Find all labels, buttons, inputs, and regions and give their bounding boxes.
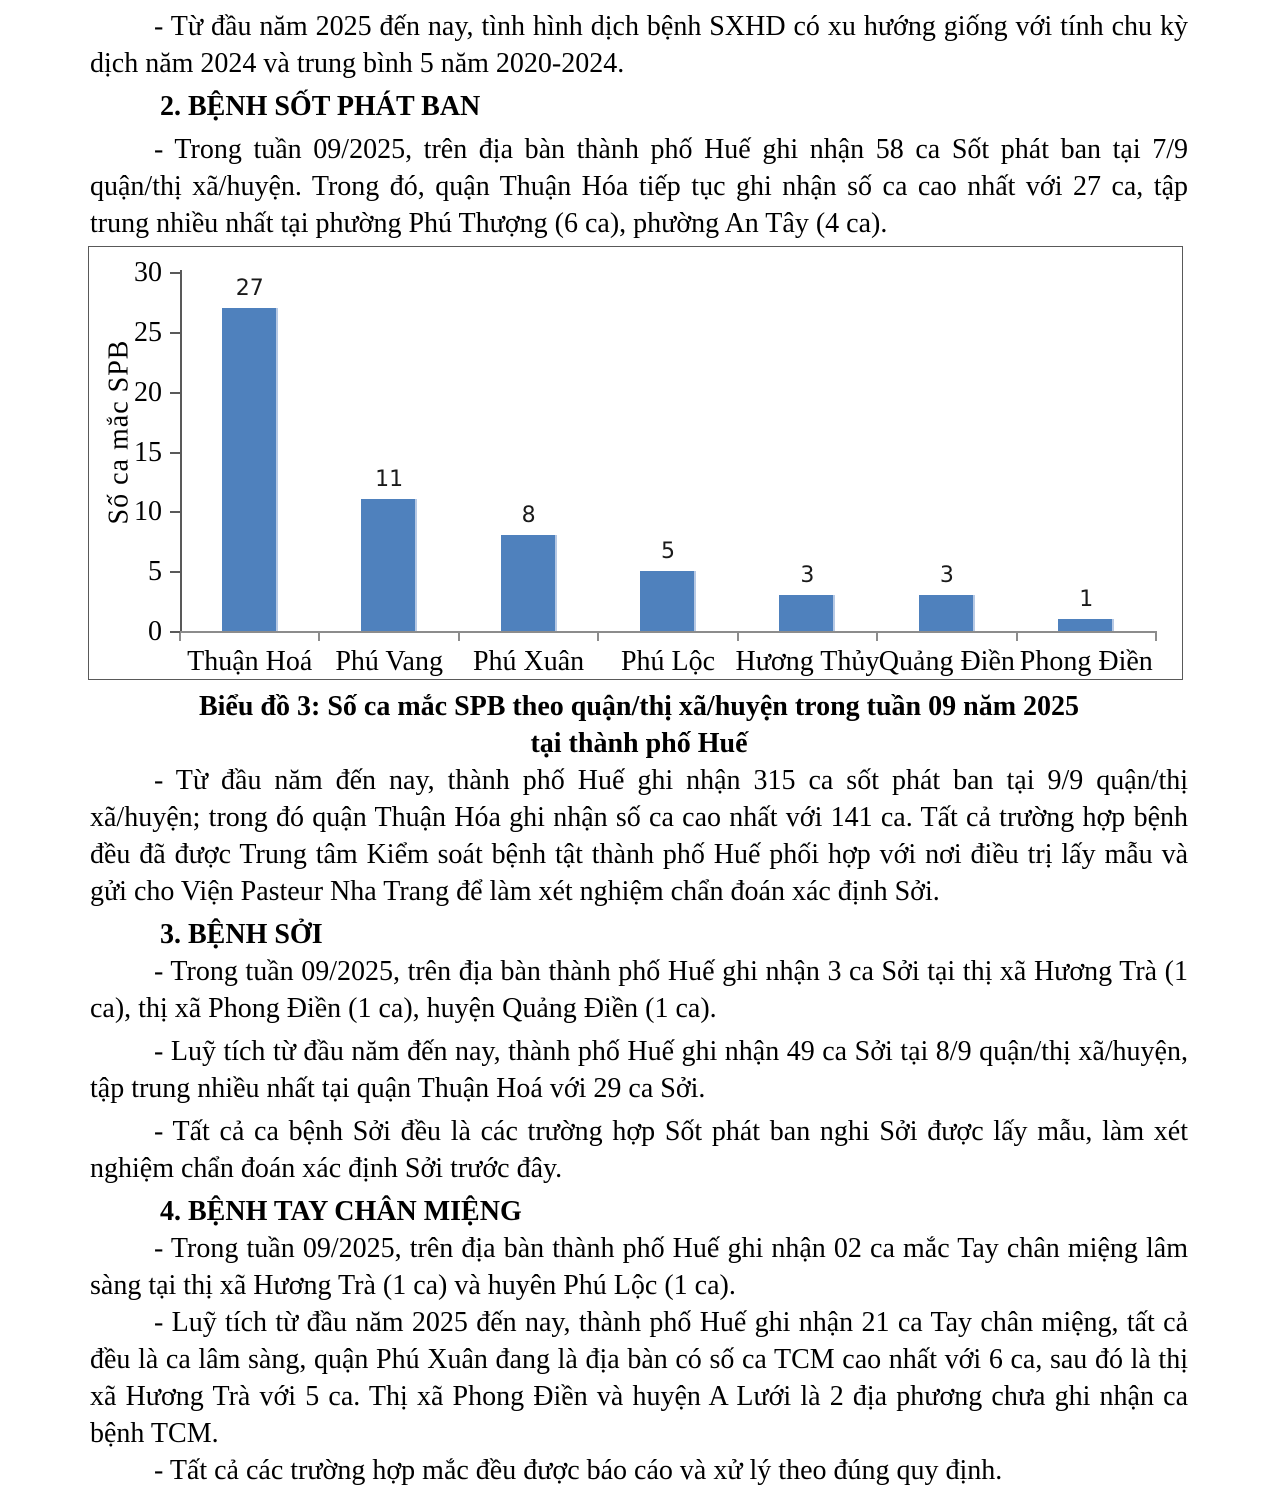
x-axis-category-label: Quảng Điền [878, 646, 1015, 677]
bar-3 [501, 535, 557, 631]
y-axis-title: Số ca mắc SPB [103, 339, 135, 525]
y-axis-tick-label: 10 [134, 496, 162, 528]
x-axis-tick [876, 633, 878, 641]
bar-value-label: 5 [661, 539, 675, 565]
y-axis-tick-label: 5 [148, 556, 162, 588]
x-axis-category-label: Thuận Hoá [187, 646, 313, 677]
bar-value-label: 1 [1079, 587, 1094, 613]
y-axis-tick-label: 25 [134, 316, 162, 348]
bar-1 [222, 308, 278, 631]
bar-5 [779, 595, 835, 631]
y-axis-line [180, 270, 182, 633]
y-axis-tick [170, 332, 180, 334]
y-axis-tick-label: 15 [134, 436, 162, 468]
section4-heading: 4. BỆNH TAY CHÂN MIỆNG [160, 1196, 522, 1227]
bar-value-label: 8 [521, 503, 536, 529]
x-axis-category-label: Phong Điền [1019, 646, 1153, 677]
x-axis-category-label: Phú Lộc [620, 646, 716, 677]
x-axis-tick [318, 633, 320, 641]
section3-paragraph-cumulative: - Luỹ tích từ đầu năm đến nay, thành phố Huế ghi nhận 49 ca Sởi tại 8/9 quận/thị xã/huyện, tập trung nhiều nhất tại quận Thuận Hoá với 29 ca Sởi. [90, 1036, 1188, 1104]
paragraph-sxhd-trend: - Từ đầu năm 2025 đến nay, tình hình dịch bệnh SXHD có xu hướng giống với tính chu kỳ dịch năm 2024 và trung bình 5 năm 2020-2024. [90, 11, 1188, 79]
y-axis-tick [170, 571, 180, 573]
bar-value-label: 11 [375, 467, 404, 493]
chart-caption [90, 688, 1188, 762]
x-axis-line [179, 631, 1157, 633]
y-axis-tick-label: 20 [134, 376, 162, 408]
y-axis-tick-label: 30 [134, 257, 162, 288]
y-axis-tick-label: 0 [148, 616, 162, 647]
section4-paragraph-cumulative: - Luỹ tích từ đầu năm 2025 đến nay, thành phố Huế ghi nhận 21 ca Tay chân miệng, tất cả đều là ca lâm sàng, quận Phú Xuân đang là địa bàn có số ca TCM cao nhất với 6 ca, sau đó là thị xã Hương Trà với 5 ca. Thị xã Phong Điền và huyện A Lưới là 2 địa phương chưa ghi nhận ca bệnh TCM. [90, 1307, 1188, 1449]
section2-paragraph-week09: - Trong tuần 09/2025, trên địa bàn thành phố Huế ghi nhận 58 ca Sốt phát ban tại 7/9 quận/thị xã/huyện. Trong đó, quận Thuận Hóa tiếp tục ghi nhận số ca cao nhất với 27 ca, tập trung nhiều nhất tại phường Phú Thượng (6 ca), phường An Tây (4 ca). [90, 134, 1188, 239]
x-axis-tick [737, 633, 739, 641]
y-axis-tick [170, 272, 180, 274]
x-axis-tick [597, 633, 599, 641]
x-axis-category-label: Hương Thủy [735, 646, 880, 677]
section2-heading: 2. BỆNH SỐT PHÁT BAN [160, 91, 481, 122]
x-axis-tick [179, 633, 181, 641]
section4-paragraph-reporting: - Tất cả các trường hợp mắc đều được báo cáo và xử lý theo đúng quy định. [154, 1455, 1003, 1486]
bar-2 [361, 499, 417, 631]
bar-value-label: 3 [800, 563, 815, 589]
section2-paragraph-cumulative: - Từ đầu năm đến nay, thành phố Huế ghi nhận 315 ca sốt phát ban tại 9/9 quận/thị xã/huyện; trong đó quận Thuận Hóa ghi nhận số ca cao nhất với 141 ca. Tất cả trường hợp bệnh đều đã được Trung tâm Kiểm soát bệnh tật thành phố Huế phối hợp với nơi điều trị lấy mẫu và gửi cho Viện Pasteur Nha Trang để làm xét nghiệm chẩn đoán xác định Sởi. [90, 765, 1188, 907]
x-axis-tick [1155, 633, 1157, 641]
bar-7 [1058, 619, 1114, 631]
y-axis-tick [170, 452, 180, 454]
bar-6 [919, 595, 975, 631]
section3-heading: 3. BỆNH SỞI [160, 919, 323, 950]
y-axis-tick [170, 392, 180, 394]
y-axis-tick [170, 511, 180, 513]
spb-bar-chart-figure [88, 246, 1188, 680]
bar-value-label: 27 [235, 275, 264, 301]
x-axis-tick [1016, 633, 1018, 641]
x-axis-category-label: Phú Xuân [472, 646, 585, 677]
chart-caption-line2: tại thành phố Huế [530, 728, 748, 759]
bar-4 [640, 571, 696, 631]
section3-paragraph-week09: - Trong tuần 09/2025, trên địa bàn thành phố Huế ghi nhận 3 ca Sởi tại thị xã Hương Trà (1 ca), thị xã Phong Điền (1 ca), huyện Quảng Điền (1 ca). [90, 956, 1188, 1024]
chart-caption-line1: Biểu đồ 3: Số ca mắc SPB theo quận/thị xã/huyện trong tuần 09 năm 2025 [198, 691, 1080, 722]
bar-chart [88, 246, 1183, 680]
section4-paragraph-week09: - Trong tuần 09/2025, trên địa bàn thành phố Huế ghi nhận 02 ca mắc Tay chân miệng lâm sàng tại thị xã Hương Trà (1 ca) và huyên Phú Lộc (1 ca). [90, 1233, 1188, 1301]
x-axis-tick [458, 633, 460, 641]
bar-value-label: 3 [939, 563, 954, 589]
section3-paragraph-testing: - Tất cả ca bệnh Sởi đều là các trường hợp Sốt phát ban nghi Sởi được lấy mẫu, làm xét nghiệm chẩn đoán xác định Sởi trước đây. [90, 1116, 1188, 1184]
x-axis-category-label: Phú Vang [335, 646, 443, 677]
